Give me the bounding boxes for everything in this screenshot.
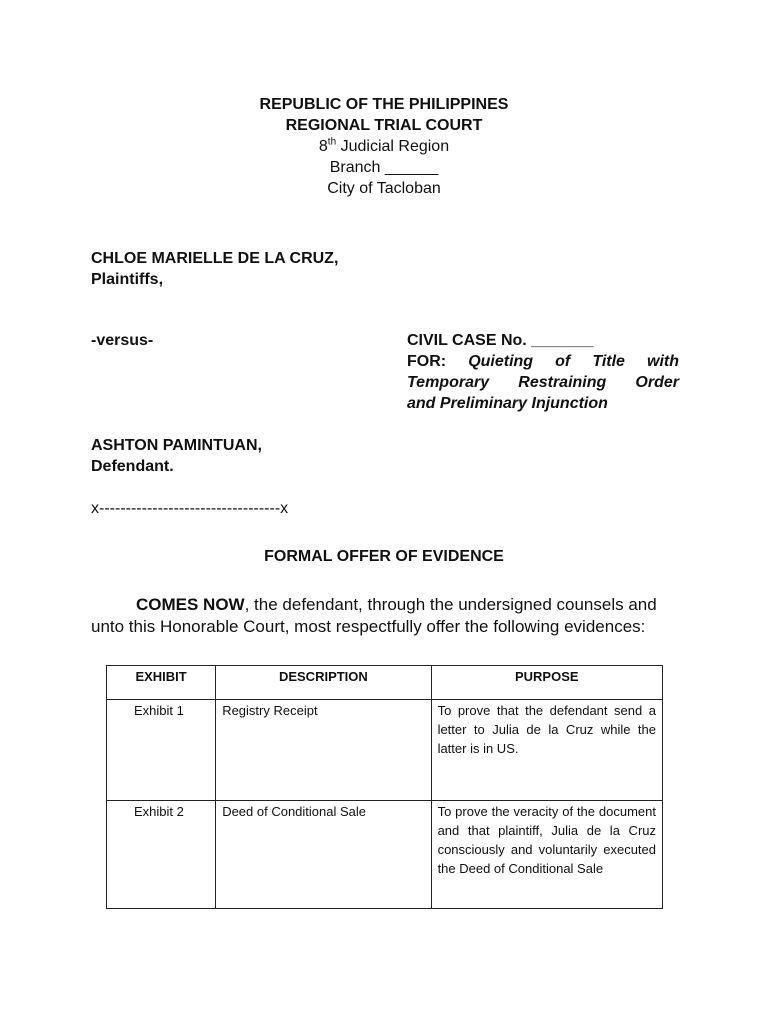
header-description: DESCRIPTION: [216, 666, 431, 700]
region-text: Judicial Region: [336, 138, 450, 155]
evidence-table: [106, 665, 663, 909]
judicial-region: [0, 136, 768, 157]
region-number: 8: [318, 138, 328, 155]
table-row: [107, 801, 663, 909]
city-line: City of Tacloban: [327, 180, 441, 197]
intro-line-1-rest: , the defendant, through the undersigned counsels and: [244, 595, 657, 614]
for-text-1: Quieting of Title with: [446, 353, 679, 370]
purpose-cell: To prove the veracity of the document and that plaintiff, Julia de la Cruz consciously and voluntarily executed the Deed of Conditional Sale: [431, 801, 662, 909]
intro-line-2: unto this Honorable Court, most respectfully offer the following evidences:: [91, 617, 646, 636]
header-purpose: PURPOSE: [431, 666, 662, 700]
defendant-block: [91, 435, 262, 477]
description-cell: Deed of Conditional Sale: [216, 801, 431, 909]
table-header-row: [107, 666, 663, 700]
court-name: REGIONAL TRIAL COURT: [285, 117, 483, 134]
plaintiff-name: CHLOE MARIELLE DE LA CRUZ,: [91, 250, 339, 267]
region-ordinal: th: [327, 136, 337, 148]
document-title: FORMAL OFFER OF EVIDENCE: [264, 548, 504, 565]
republic-line: REPUBLIC OF THE PHILIPPINES: [259, 96, 509, 113]
defendant-role: Defendant.: [91, 458, 174, 475]
defendant-name: ASHTON PAMINTUAN,: [91, 437, 262, 454]
plaintiff-block: [91, 248, 338, 290]
intro-paragraph: [91, 594, 691, 638]
case-number: CIVIL CASE No. _______: [407, 332, 594, 349]
case-block: [407, 330, 679, 414]
plaintiff-role: Plaintiffs,: [91, 271, 164, 288]
versus-label: -versus-: [91, 332, 154, 349]
intro-lead: COMES NOW: [136, 595, 245, 614]
for-text-3: and Preliminary Injunction: [407, 395, 608, 412]
caption-separator: x----------------------------------x: [91, 500, 289, 517]
case-for-line1: [407, 351, 679, 372]
description-cell: Registry Receipt: [216, 700, 431, 801]
table-row: [107, 700, 663, 801]
exhibit-cell: Exhibit 1: [107, 700, 216, 801]
exhibit-cell: Exhibit 2: [107, 801, 216, 909]
branch-line: Branch ______: [329, 159, 439, 176]
purpose-cell: To prove that the defendant send a letter to Julia de la Cruz while the latter is in US.: [431, 700, 662, 801]
for-text-2: Temporary Restraining Order: [407, 374, 679, 391]
intro-line-1: [91, 594, 691, 616]
for-label: FOR:: [407, 353, 447, 370]
court-header: [0, 94, 768, 199]
header-exhibit: EXHIBIT: [107, 666, 216, 700]
